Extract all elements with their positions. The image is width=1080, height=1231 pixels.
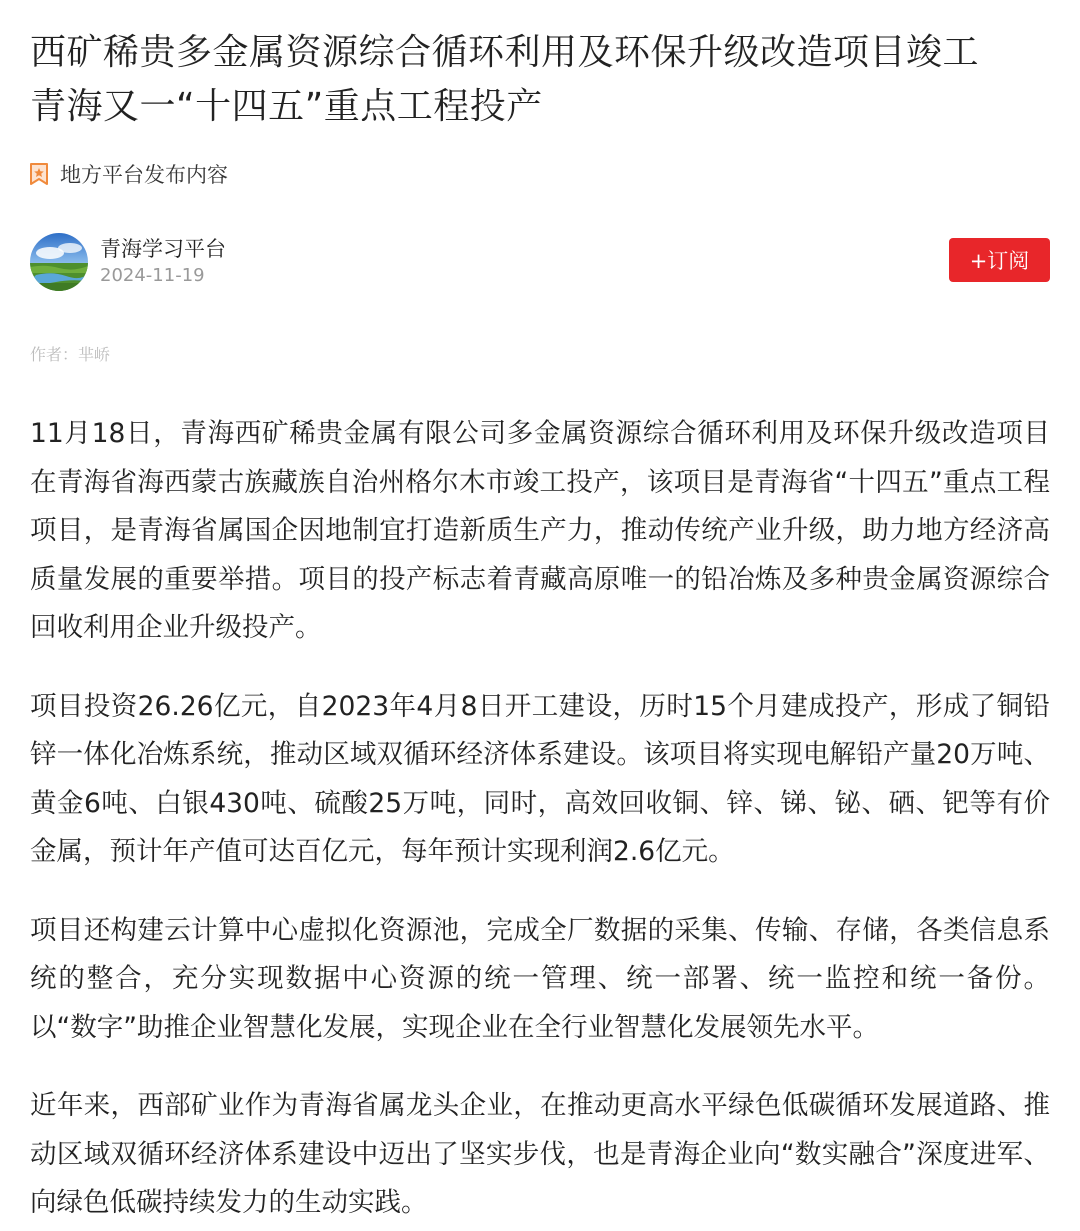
article-paragraph: 项目投资26.26亿元，自2023年4月8日开工建设，历时15个月建成投产，形成了铜铅锌一体化冶炼系统，推动区域双循环经济体系建设。该项目将实现电解铅产量20万吨、黄金6吨、白银430吨、硫酸25万吨，同时，高效回收铜、锌、锑、铋、硒、钯等有价金属，预计年产值可达百亿元，每年预计实现利润2.6亿元。 bbox=[30, 690, 1050, 867]
account-meta bbox=[100, 235, 226, 289]
source-label-row bbox=[30, 158, 1050, 190]
author-byline: 作者：芈峤 bbox=[30, 345, 111, 364]
account-name[interactable]: 青海学习平台 bbox=[100, 237, 226, 261]
article-paragraph: 项目还构建云计算中心虚拟化资源池，完成全厂数据的采集、传输、存储，各类信息系统的整合，充分实现数据中心资源的统一管理、统一部署、统一监控和统一备份。以“数字”助推企业智慧化发展，实现企业在全行业智慧化发展领先水平。 bbox=[30, 914, 1050, 1043]
publish-date: 2024-11-19 bbox=[100, 265, 205, 286]
account-row bbox=[30, 232, 1050, 292]
article-title bbox=[30, 0, 1050, 134]
article-paragraph: 11月18日，青海西矿稀贵金属有限公司多金属资源综合循环利用及环保升级改造项目在青海省海西蒙古族藏族自治州格尔木市竣工投产，该项目是青海省“十四五”重点工程项目，是青海省属国企因地制宜打造新质生产力，推动传统产业升级，助力地方经济高质量发展的重要举措。项目的投产标志着青藏高原唯一的铅冶炼及多种贵金属资源综合回收利用企业升级投产。 bbox=[30, 418, 1050, 643]
source-label: 地方平台发布内容 bbox=[60, 163, 228, 187]
article-body bbox=[30, 410, 1050, 1228]
article-title-line: 西矿稀贵多金属资源综合循环利用及环保升级改造项目竣工 bbox=[30, 32, 980, 73]
article-title-line: 青海又一“十四五”重点工程投产 bbox=[30, 86, 543, 127]
ribbon-badge-icon bbox=[30, 163, 48, 185]
article-paragraph: 近年来，西部矿业作为青海省属龙头企业，在推动更高水平绿色低碳循环发展道路、推动区域双循环经济体系建设中迈出了坚实步伐，也是青海企业向“数实融合”深度进军、向绿色低碳持续发力的生动实践。 bbox=[30, 1090, 1050, 1218]
subscribe-button[interactable]: +订阅 bbox=[949, 238, 1050, 282]
landscape-avatar[interactable] bbox=[30, 233, 88, 291]
